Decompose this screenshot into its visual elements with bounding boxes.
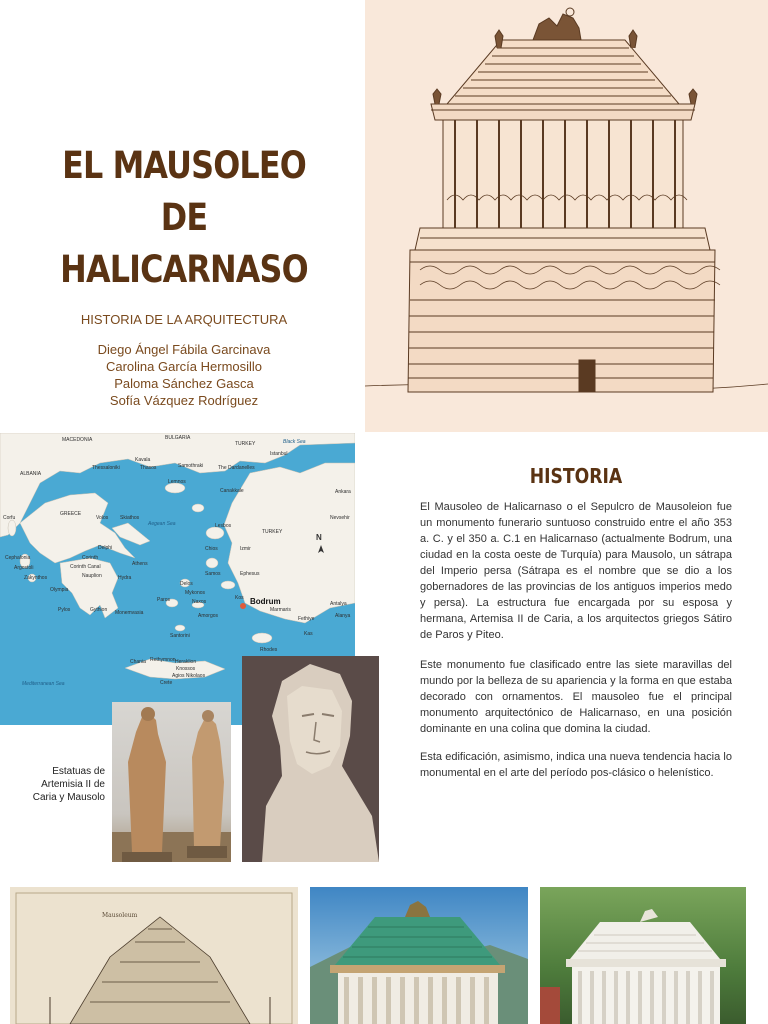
map-label: Delos bbox=[180, 581, 193, 587]
modern-reconstruction-image bbox=[540, 887, 746, 1024]
map-label: Mykonos bbox=[185, 590, 206, 596]
map-label: Marmaris bbox=[270, 607, 291, 613]
map-label: ALBANIA bbox=[20, 471, 42, 477]
map-label: Kavala bbox=[135, 457, 151, 463]
map-label-bodrum: Bodrum bbox=[250, 597, 281, 606]
map-label: Nevsehir bbox=[330, 515, 350, 521]
compass-north-label: N bbox=[316, 533, 322, 542]
map-label: Skiathos bbox=[120, 515, 140, 521]
map-label: BULGARIA bbox=[165, 435, 191, 441]
map-label: Paros bbox=[157, 597, 171, 603]
map-label: Corinth bbox=[82, 555, 99, 561]
author-name: Diego Ángel Fábila Garcinava bbox=[97, 342, 271, 357]
engraving-image bbox=[10, 887, 298, 1024]
map-label: TURKEY bbox=[262, 529, 283, 535]
map-label: Ephesus bbox=[240, 571, 260, 577]
map-label: Athens bbox=[132, 561, 148, 567]
historia-paragraph-3: Esta edificación, asimismo, indica una nueva tendencia hacia lo monumental en el arte del período pos-clásico o helenístico. bbox=[420, 751, 732, 779]
map-label: Lesbos bbox=[215, 523, 232, 529]
map-label: Monemvasia bbox=[115, 610, 144, 616]
map-label: Ankara bbox=[335, 489, 351, 495]
map-label: Santorini bbox=[170, 633, 190, 639]
color-reconstruction-image bbox=[310, 887, 528, 1024]
title-line-1: EL MAUSOLEO DE bbox=[62, 144, 306, 239]
compass-arrow-icon bbox=[317, 535, 325, 555]
mausoleum-sketch-panel bbox=[365, 0, 768, 432]
map-label: Thasos bbox=[140, 465, 157, 471]
map-label: Knossos bbox=[176, 666, 196, 672]
map-label: Corfu bbox=[3, 515, 16, 521]
map-label: Amorgos bbox=[198, 613, 219, 619]
map-label: Lemnos bbox=[168, 479, 186, 485]
map-label: Fethiye bbox=[298, 616, 315, 622]
map-label: GREECE bbox=[60, 511, 82, 517]
map-label: Izmir bbox=[240, 546, 251, 552]
map-label: Samothraki bbox=[178, 463, 204, 469]
map-label: MACEDONIA bbox=[62, 437, 93, 443]
map-label: Cephalonia bbox=[5, 555, 31, 561]
map-label: Samos bbox=[205, 571, 221, 577]
map-label: Nauplion bbox=[82, 573, 102, 579]
mausolus-head-illustration bbox=[242, 656, 379, 862]
engraving-illustration bbox=[10, 887, 298, 1024]
map-label: Corinth Canal bbox=[70, 564, 101, 570]
map-label: Kas bbox=[304, 631, 313, 637]
map-label: Chios bbox=[205, 546, 218, 552]
historia-heading: HISTORIA bbox=[529, 464, 623, 488]
map-label: Rhodes bbox=[260, 647, 278, 653]
map-label: TURKEY bbox=[235, 441, 256, 447]
statues-illustration bbox=[112, 702, 231, 862]
author-name: Paloma Sánchez Gasca bbox=[114, 376, 254, 391]
map-label: Thessaloniki bbox=[92, 465, 120, 471]
statues-caption: Estatuas de Artemisia II de Caria y Mausolo bbox=[32, 766, 105, 803]
author-list bbox=[20, 341, 348, 409]
historia-paragraph-1: El Mausoleo de Halicarnaso o el Sepulcro de Mausoleion fue un monumento funerario suntuoso construido entre el año 353 a. C. y el 350 a. C.1 en Halicarnaso (actualmente Bodrum, una ciudad en la costa oeste de Turquía) para Mausolo, un sátrapa del Imperio persa (Sátrapa es el nombre que se dio a los gobernadores de las provincias de los antiguos imperios medo y persa). La estructura fue encargada por su esposa y hermana, Artemisa II de Caria, a los arquitectos griegos Sátiro de Paros y Piteo. bbox=[420, 501, 732, 641]
map-label: Chania bbox=[130, 659, 146, 665]
map-label: Canakkale bbox=[220, 488, 244, 494]
modern-reconstruction-illustration bbox=[540, 887, 746, 1024]
map-label: Gythion bbox=[90, 607, 108, 613]
map-label: Zakynthos bbox=[24, 575, 48, 581]
historia-paragraph-2: Este monumento fue clasificado entre las siete maravillas del mundo por la belleza de su apariencia y la forma en que estaba decorado con ornamentos. El mausoleo fue el principal monumento arquitectónico de Halicarnaso, en una posición dominante en una colina que domina la ciudad. bbox=[420, 659, 732, 735]
map-label: Alanya bbox=[335, 613, 351, 619]
map-label: Agios Nikolaos bbox=[172, 673, 206, 679]
map-label: Kos bbox=[235, 595, 244, 601]
map-label: Aegean Sea bbox=[148, 521, 176, 527]
course-subtitle: HISTORIA DE LA ARQUITECTURA bbox=[80, 312, 288, 327]
map-label: Black Sea bbox=[283, 439, 306, 445]
map-label: Olympia bbox=[50, 587, 69, 593]
map-label: Antalya bbox=[330, 601, 347, 607]
mausolus-head-photo bbox=[242, 656, 379, 862]
map-label: Crete bbox=[160, 680, 173, 686]
author-name: Carolina García Hermosillo bbox=[105, 359, 263, 374]
author-name: Sofía Vázquez Rodríguez bbox=[109, 393, 259, 408]
map-label: Rethymnon bbox=[150, 657, 176, 663]
map-label: Volos bbox=[96, 515, 109, 521]
map-label: The Dardanelles bbox=[218, 465, 255, 471]
map-label: Istanbul bbox=[270, 451, 288, 457]
statues-photo bbox=[112, 702, 231, 862]
map-label: Argostoli bbox=[14, 565, 34, 571]
mausoleum-sketch-illustration bbox=[365, 0, 768, 432]
page-title bbox=[43, 140, 325, 296]
map-label: Mediterranean Sea bbox=[22, 681, 65, 687]
color-reconstruction-illustration bbox=[310, 887, 528, 1024]
title-line-2: HALICARNASO bbox=[60, 248, 308, 291]
engraving-label: Mausoleum bbox=[102, 912, 138, 919]
map-label: Delphi bbox=[98, 545, 113, 551]
map-label: Naxos bbox=[192, 599, 207, 605]
map-label: Pylos bbox=[58, 607, 71, 613]
map-label: Hydra bbox=[118, 575, 132, 581]
map-label: Heraklion bbox=[175, 659, 197, 665]
